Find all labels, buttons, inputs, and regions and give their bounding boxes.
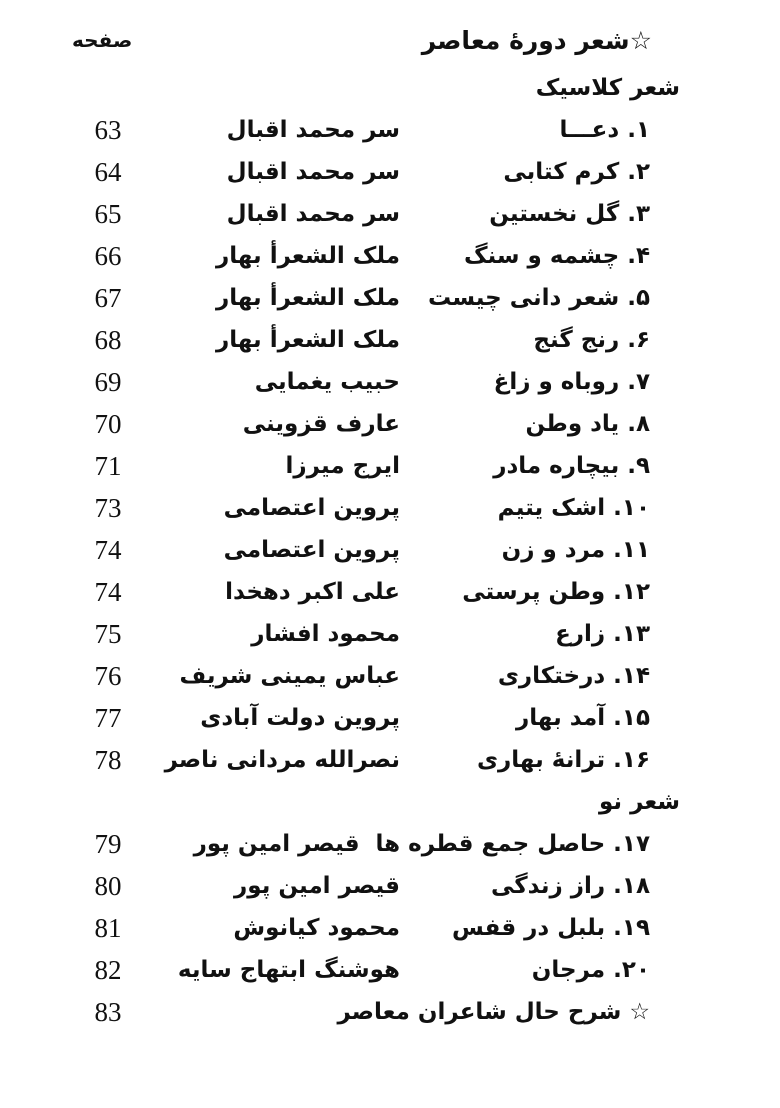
entry-title-group	[489, 193, 650, 235]
entry-title-group	[452, 907, 650, 949]
entry-page: 76	[94, 661, 122, 691]
toc-entry[interactable]	[0, 697, 780, 739]
entry-title: کرم کتابی	[503, 159, 620, 185]
toc-entry[interactable]	[0, 571, 780, 613]
entry-separator: .	[605, 705, 622, 731]
entry-separator: .	[619, 117, 636, 143]
entry-page: 74	[94, 577, 122, 607]
entry-separator: .	[619, 243, 636, 269]
entry-number: ۱۴	[621, 663, 650, 689]
entry-separator: .	[619, 285, 636, 311]
entry-title: دعـــا	[559, 117, 620, 143]
entry-author: عارف قزوینی	[242, 411, 400, 437]
entry-number: ۵	[635, 285, 650, 311]
entry-number: ۱۵	[621, 705, 650, 731]
entry-author: سر محمد اقبال	[226, 201, 400, 227]
entry-separator: .	[605, 831, 622, 857]
entry-title-group	[516, 697, 650, 739]
entry-separator: .	[605, 873, 622, 899]
entry-number: ۱۱	[621, 537, 650, 563]
toc-entry[interactable]	[0, 907, 780, 949]
entry-number: ۱۰	[621, 495, 650, 521]
toc-entry[interactable]	[0, 277, 780, 319]
page-title: ☆شعر دورهٔ معاصر	[421, 26, 652, 55]
entry-page: 68	[94, 325, 122, 355]
entry-number: ۲	[635, 159, 650, 185]
section-heading-classic	[0, 67, 780, 109]
entry-title-group	[503, 151, 650, 193]
section-title: شعر نو	[599, 789, 680, 815]
entry-title: رنج گنج	[533, 327, 620, 353]
toc-entry[interactable]	[0, 613, 780, 655]
entry-author: محمود افشار	[251, 621, 400, 647]
entry-page: 64	[94, 157, 122, 187]
toc-entry[interactable]	[0, 529, 780, 571]
entry-page: 73	[94, 493, 122, 523]
entry-title: گل نخستین	[489, 201, 620, 227]
entry-title: آمد بهار	[516, 705, 606, 731]
section-heading-modern	[0, 781, 780, 823]
entry-separator: .	[605, 915, 622, 941]
entry-title: مرد و زن	[501, 537, 606, 563]
entry-number: ۱۷	[621, 831, 650, 857]
modern-list	[0, 823, 780, 991]
entry-title: شعر دانی چیست	[427, 285, 620, 311]
entry-number: ۲۰	[621, 957, 650, 983]
entry-title: روباه و زاغ	[493, 369, 620, 395]
entry-title-group	[502, 529, 650, 571]
entry-author: پروین اعتصامی	[223, 537, 400, 563]
table-of-contents	[0, 67, 780, 1033]
entry-title-group	[494, 361, 650, 403]
entry-page: 69	[94, 367, 122, 397]
entry-author: نصرالله مردانی ناصر	[164, 747, 400, 773]
entry-author: قیصر امین پور	[234, 873, 400, 899]
entry-number: ۶	[635, 327, 650, 353]
entry-author: سر محمد اقبال	[226, 159, 400, 185]
toc-entry[interactable]	[0, 109, 780, 151]
toc-entry[interactable]	[0, 151, 780, 193]
entry-title-group	[533, 319, 650, 361]
entry-title-group	[194, 823, 650, 865]
entry-title-group	[493, 445, 650, 487]
entry-page: 79	[94, 829, 122, 859]
toc-entry[interactable]	[0, 739, 780, 781]
entry-number: ۱۳	[621, 621, 650, 647]
entry-page: 74	[94, 535, 122, 565]
entry-page: 75	[94, 619, 122, 649]
entry-page: 63	[94, 115, 122, 145]
entry-author: عباس یمینی شریف	[179, 663, 400, 689]
entry-number: ۱۲	[621, 579, 650, 605]
entry-title: چشمه و سنگ	[463, 243, 620, 269]
entry-title-group	[462, 571, 650, 613]
entry-title: حاصل جمع قطره ها	[375, 831, 606, 857]
entry-number: ۱۸	[621, 873, 650, 899]
entry-title-group	[498, 655, 650, 697]
entry-number: ۱	[635, 117, 650, 143]
entry-page: 70	[94, 409, 122, 439]
entry-number: ۸	[635, 411, 650, 437]
entry-title-group	[532, 949, 650, 991]
entry-author: هوشنگ ابتهاج سایه	[177, 957, 400, 983]
entry-title: وطن پرستی	[462, 579, 606, 605]
entry-title-group	[498, 487, 650, 529]
entry-separator: .	[619, 327, 636, 353]
entry-separator: .	[605, 957, 622, 983]
entry-title: ترانهٔ بهاری	[476, 747, 606, 773]
entry-title: بلبل در قفس	[452, 915, 606, 941]
entry-author: سر محمد اقبال	[226, 117, 400, 143]
entry-title: بیچاره مادر	[493, 453, 620, 479]
entry-separator: .	[605, 621, 622, 647]
toc-entry[interactable]	[0, 403, 780, 445]
toc-entry[interactable]	[0, 823, 780, 865]
toc-entry[interactable]	[0, 487, 780, 529]
entry-title: اشک یتیم	[497, 495, 606, 521]
toc-entry[interactable]	[0, 361, 780, 403]
entry-page: 82	[94, 955, 122, 985]
entry-author: علی اکبر دهخدا	[225, 579, 400, 605]
toc-entry[interactable]	[0, 865, 780, 907]
entry-separator: .	[605, 579, 622, 605]
entry-author: ملک الشعرأ بهار	[216, 327, 400, 353]
entry-author: پروین اعتصامی	[223, 495, 400, 521]
section-title: شعر کلاسیک	[535, 75, 680, 101]
entry-separator: .	[605, 663, 622, 689]
entry-title-group	[559, 109, 650, 151]
entry-number: ۹	[635, 453, 650, 479]
entry-author: ملک الشعرأ بهار	[216, 285, 400, 311]
entry-author: قیصر امین پور	[193, 831, 360, 857]
entry-separator: .	[605, 495, 622, 521]
entry-author: حبیب یغمایی	[254, 369, 400, 395]
entry-page: 66	[94, 241, 122, 271]
entry-page: 81	[94, 913, 122, 943]
toc-entry[interactable]	[0, 235, 780, 277]
entry-page: 65	[94, 199, 122, 229]
toc-entry[interactable]	[0, 655, 780, 697]
entry-title: ☆ شرح حال شاعران معاصر	[337, 999, 650, 1025]
entry-title: یاد وطن	[525, 411, 620, 437]
entry-separator: .	[619, 411, 636, 437]
entry-separator: .	[619, 159, 636, 185]
entry-title-group	[555, 613, 650, 655]
page-column-label: صفحه	[72, 28, 133, 52]
entry-number: ۱۹	[621, 915, 650, 941]
entry-page: 78	[94, 745, 122, 775]
entry-number: ۱۶	[621, 747, 650, 773]
entry-title-group	[477, 739, 650, 781]
toc-entry[interactable]	[0, 319, 780, 361]
entry-title-group	[491, 865, 650, 907]
entry-separator: .	[605, 537, 622, 563]
entry-page: 80	[94, 871, 122, 901]
entry-author: ملک الشعرأ بهار	[216, 243, 400, 269]
entry-number: ۴	[635, 243, 650, 269]
classic-list	[0, 109, 780, 781]
toc-entry[interactable]	[0, 949, 780, 991]
entry-number: ۷	[635, 369, 650, 395]
entry-title: مرجان	[531, 957, 606, 983]
entry-author: محمود کیانوش	[233, 915, 400, 941]
entry-page: 83	[94, 997, 122, 1027]
toc-entry-appendix[interactable]	[0, 991, 780, 1033]
entry-title: راز زندگی	[490, 873, 606, 899]
entry-separator: .	[619, 201, 636, 227]
entry-separator: .	[619, 453, 636, 479]
entry-number: ۳	[635, 201, 650, 227]
entry-page: 71	[94, 451, 122, 481]
entry-separator: .	[619, 369, 636, 395]
entry-author: ایرج میرزا	[285, 453, 400, 479]
entry-title-group	[525, 403, 650, 445]
entry-title: درختکاری	[497, 663, 606, 689]
entry-page: 77	[94, 703, 122, 733]
entry-separator: .	[605, 747, 622, 773]
entry-title: زارع	[555, 621, 606, 647]
toc-entry[interactable]	[0, 193, 780, 235]
entry-author: پروین دولت آبادی	[200, 705, 400, 731]
entry-title-group	[428, 277, 650, 319]
entry-page: 67	[94, 283, 122, 313]
toc-entry[interactable]	[0, 445, 780, 487]
entry-title-group	[464, 235, 650, 277]
